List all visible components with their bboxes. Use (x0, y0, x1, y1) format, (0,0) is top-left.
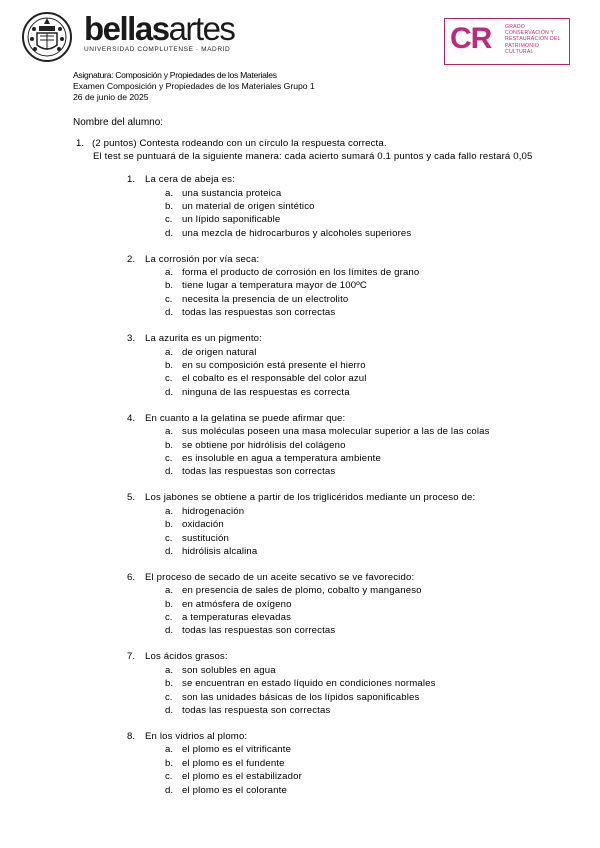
bellasartes-logo (84, 10, 235, 53)
exam-title: Examen Composición y Propiedades de los Materiales Grupo 1 (73, 81, 315, 91)
option-letter: b. (165, 678, 174, 690)
answer-option[interactable] (127, 346, 490, 359)
answer-option[interactable] (127, 200, 490, 213)
option-letter: a. (165, 585, 174, 597)
question-text: La azurita es un pigmento: (145, 333, 262, 345)
option-letter: d. (165, 705, 174, 717)
question-header (127, 491, 490, 505)
option-letter: a. (165, 187, 174, 199)
option-letter: d. (165, 625, 174, 637)
option-letter: d. (165, 307, 174, 319)
answer-option[interactable] (127, 279, 490, 292)
question-number: 3. (127, 333, 136, 345)
option-letter: c. (165, 612, 173, 624)
question-number: 5. (127, 492, 136, 504)
question-item (127, 412, 490, 479)
option-letter: c. (165, 691, 173, 703)
answer-option[interactable] (127, 187, 490, 200)
option-text: hidrogenación (182, 505, 245, 517)
student-name-label: Nombre del alumno: (73, 117, 164, 128)
option-text: necesita la presencia de un electrolito (182, 293, 349, 305)
question-item (127, 332, 490, 399)
brand-name: bellasartes (84, 10, 235, 47)
option-text: el plomo es el fundente (182, 757, 285, 769)
question-number: 6. (127, 571, 136, 583)
option-letter: b. (165, 598, 174, 610)
answer-option[interactable] (127, 518, 490, 531)
option-text: el plomo es el colorante (182, 784, 287, 796)
answer-option[interactable] (127, 743, 490, 756)
answer-option[interactable] (127, 227, 490, 240)
answer-option[interactable] (127, 359, 490, 372)
question-number: 7. (127, 651, 136, 663)
answer-option[interactable] (127, 439, 490, 452)
answer-option[interactable] (127, 691, 490, 704)
option-letter: d. (165, 784, 174, 796)
option-text: hidrólisis alcalina (182, 545, 258, 557)
degree-logo (444, 18, 570, 65)
option-letter: a. (165, 664, 174, 676)
answer-option[interactable] (127, 770, 490, 783)
answer-option[interactable] (127, 664, 490, 677)
answer-option[interactable] (127, 532, 490, 545)
option-text: en atmósfera de oxígeno (182, 598, 292, 610)
answer-option[interactable] (127, 584, 490, 597)
question-header (127, 173, 490, 187)
question-number: 8. (127, 730, 136, 742)
question-item (127, 491, 490, 558)
answer-option[interactable] (127, 452, 490, 465)
option-letter: d. (165, 227, 174, 239)
question-number: 2. (127, 253, 136, 265)
question-text: La corrosión por vía seca: (145, 253, 260, 265)
question-header (127, 412, 490, 426)
question-item (127, 650, 490, 717)
question-item (127, 730, 490, 797)
option-letter: a. (165, 426, 174, 438)
answer-option[interactable] (127, 306, 490, 319)
answer-option[interactable] (127, 425, 490, 438)
question-item (127, 253, 490, 320)
question-header (127, 650, 490, 664)
option-text: todas las respuestas son correctas (182, 625, 336, 637)
option-text: se encuentran en estado líquido en condiciones normales (182, 678, 436, 690)
option-text: el cobalto es el responsable del color azul (182, 373, 367, 385)
university-crest-icon (22, 9, 72, 65)
question-text: La cera de abeja es: (145, 174, 235, 185)
option-text: una mezcla de hidrocarburos y alcoholes superiores (182, 227, 412, 239)
option-letter: c. (165, 373, 173, 385)
degree-logo-text: GRADO CONSERVACIÓN Y RESTAURACIÓN DEL PATRIMONIO CULTURAL (505, 24, 561, 55)
option-letter: d. (165, 466, 174, 478)
answer-option[interactable] (127, 372, 490, 385)
option-letter: a. (165, 744, 174, 756)
question-header (127, 571, 490, 585)
option-text: todas las respuestas son correctas (182, 307, 336, 319)
option-letter: a. (165, 346, 174, 358)
brand-subtitle: UNIVERSIDAD COMPLUTENSE · MADRID (84, 46, 231, 53)
section-scoring: El test se puntuará de la siguiente manera: cada acierto sumará 0.1 puntos y cada fallo restará 0,05 (93, 151, 533, 162)
question-header (127, 332, 490, 346)
option-letter: c. (165, 293, 173, 305)
question-header (127, 730, 490, 744)
option-letter: c. (165, 532, 173, 544)
option-letter: b. (165, 439, 174, 451)
answer-option[interactable] (127, 266, 490, 279)
exam-date: 26 de junio de 2025 (73, 92, 149, 102)
answer-option[interactable] (127, 611, 490, 624)
option-letter: b. (165, 280, 174, 292)
answer-option[interactable] (127, 677, 490, 690)
option-letter: b. (165, 757, 174, 769)
option-letter: c. (165, 771, 173, 783)
question-text: En cuanto a la gelatina se puede afirmar que: (145, 412, 346, 424)
question-text: El proceso de secado de un aceite secativo se ve favorecido: (145, 571, 415, 583)
degree-logo-letters: CR (450, 22, 492, 55)
section-number: 1. (76, 138, 85, 149)
answer-option[interactable] (127, 784, 490, 797)
answer-option[interactable] (127, 757, 490, 770)
option-letter: a. (165, 505, 174, 517)
answer-option[interactable] (127, 213, 490, 226)
answer-option[interactable] (127, 598, 490, 611)
option-letter: b. (165, 200, 174, 212)
option-text: sus moléculas poseen una masa molecular superior a las de las colas (182, 426, 490, 438)
option-text: tiene lugar a temperatura mayor de 100ºC (182, 280, 367, 292)
option-text: todas las respuesta son correctas (182, 705, 331, 717)
section-intro (76, 137, 533, 163)
answer-option[interactable] (127, 465, 490, 478)
question-text: Los ácidos grasos: (145, 651, 228, 663)
option-text: a temperaturas elevadas (182, 612, 292, 624)
answer-option[interactable] (127, 505, 490, 518)
option-letter: c. (165, 452, 173, 464)
option-letter: d. (165, 545, 174, 557)
option-text: son las unidades básicas de los lípidos saponificables (182, 691, 420, 703)
answer-option[interactable] (127, 704, 490, 717)
answer-option[interactable] (127, 624, 490, 637)
answer-option[interactable] (127, 386, 490, 399)
option-text: el plomo es el estabilizador (182, 771, 302, 783)
option-letter: d. (165, 386, 174, 398)
question-text: En los vidrios al plomo: (145, 730, 248, 742)
answer-option[interactable] (127, 293, 490, 306)
option-text: el plomo es el vitrificante (182, 744, 292, 756)
option-text: oxidación (182, 519, 224, 531)
option-text: un lípido saponificable (182, 214, 281, 226)
option-text: es insoluble en agua a temperatura ambiente (182, 452, 381, 464)
page-header (0, 0, 600, 70)
question-list (127, 173, 490, 810)
question-number: 1. (127, 174, 136, 185)
option-text: sustitución (182, 532, 229, 544)
option-text: son solubles en agua (182, 664, 276, 676)
answer-option[interactable] (127, 545, 490, 558)
option-text: de origen natural (182, 346, 257, 358)
option-letter: b. (165, 360, 174, 372)
option-text: en su composición está presente el hierro (182, 360, 366, 372)
option-text: un material de origen sintético (182, 200, 315, 212)
option-letter: b. (165, 519, 174, 531)
option-text: ninguna de las respuestas es correcta (182, 386, 350, 398)
question-header (127, 253, 490, 267)
option-text: en presencia de sales de plomo, cobalto y manganeso (182, 585, 422, 597)
question-number: 4. (127, 412, 136, 424)
section-instructions: (2 puntos) Contesta rodeando con un círculo la respuesta correcta. (92, 138, 387, 149)
option-letter: a. (165, 267, 174, 279)
question-item (127, 571, 490, 638)
option-text: se obtiene por hidrólisis del colágeno (182, 439, 346, 451)
exam-meta (73, 70, 315, 103)
option-text: forma el producto de corrosión en los límites de grano (182, 267, 420, 279)
option-text: todas las respuestas son correctas (182, 466, 336, 478)
question-text: Los jabones se obtiene a partir de los triglicéridos mediante un proceso de: (145, 492, 476, 504)
exam-subject: Asignatura: Composición y Propiedades de los Materiales (73, 70, 277, 80)
option-letter: c. (165, 214, 173, 226)
option-text: una sustancia proteica (182, 187, 282, 199)
question-item (127, 173, 490, 240)
